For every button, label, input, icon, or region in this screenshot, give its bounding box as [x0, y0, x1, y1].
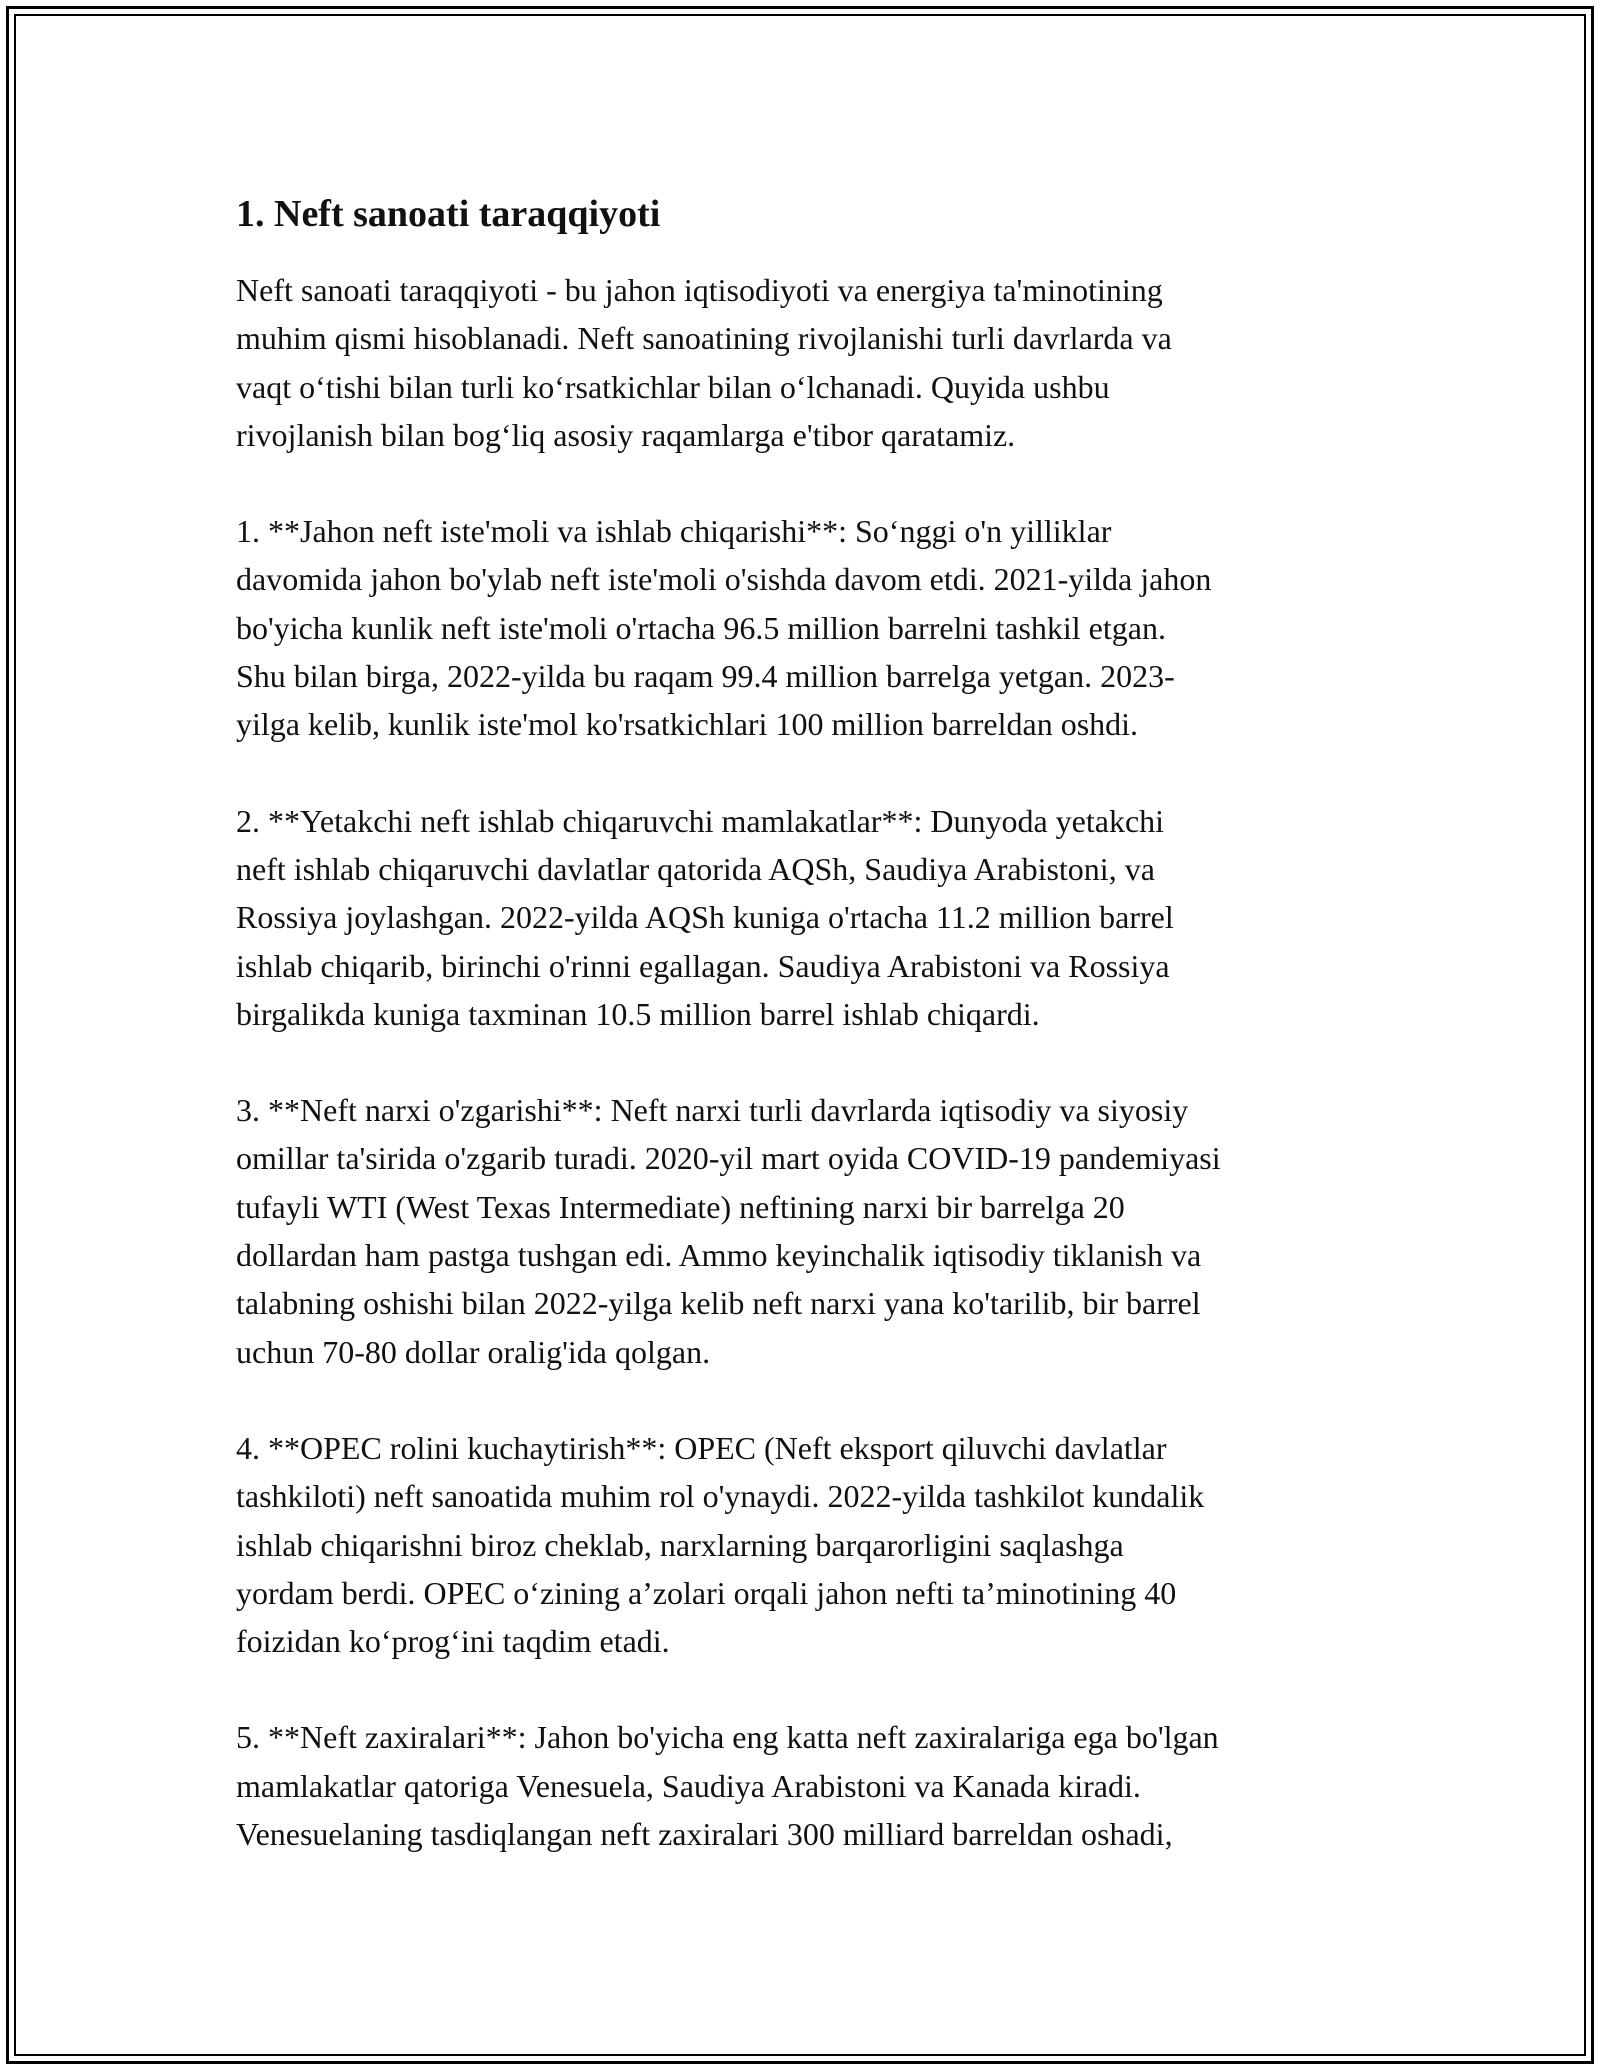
paragraph-intro [236, 266, 1372, 459]
text-line: talabning oshishi bilan 2022-yilga kelib neft narxi yana ko'tarilib, bir barrel [236, 1285, 1201, 1322]
text-line: foizidan ko‘prog‘ini taqdim etadi. [236, 1623, 670, 1660]
text-line: dollardan ham pastga tushgan edi. Ammo keyinchalik iqtisodiy tiklanish va [236, 1237, 1202, 1274]
paragraph-consumption [236, 507, 1372, 748]
text-line: mamlakatlar qatoriga Venesuela, Saudiya Arabistoni va Kanada kiradi. [236, 1767, 1141, 1804]
text-line: 1. **Jahon neft iste'moli va ishlab chiqarishi**: So‘nggi o'n yilliklar [236, 513, 1112, 550]
paragraph-reserves [236, 1713, 1372, 1858]
text-line: 4. **OPEC rolini kuchaytirish**: OPEC (Neft eksport qiluvchi davlatlar [236, 1429, 1167, 1466]
text-line: rivojlanish bilan bog‘liq asosiy raqamlarga e'tibor qaratamiz. [236, 416, 1016, 453]
text-line: neft ishlab chiqaruvchi davlatlar qatorida AQSh, Saudiya Arabistoni, va [236, 850, 1155, 887]
document-body [236, 186, 1372, 1906]
text-line: Venesuelaning tasdiqlangan neft zaxiralari 300 milliard barreldan oshadi, [236, 1816, 1173, 1853]
paragraph-producers [236, 797, 1372, 1038]
text-line: yilga kelib, kunlik iste'mol ko'rsatkichlari 100 million barreldan oshdi. [236, 706, 1139, 743]
document-title: 1. Neft sanoati taraqqiyoti [236, 193, 661, 235]
text-line: davomida jahon bo'ylab neft iste'moli o'sishda davom etdi. 2021-yilda jahon [236, 561, 1212, 598]
text-line: 2. **Yetakchi neft ishlab chiqaruvchi mamlakatlar**: Dunyoda yetakchi [236, 802, 1165, 839]
text-line: 5. **Neft zaxiralari**: Jahon bo'yicha eng katta neft zaxiralariga ega bo'lgan [236, 1719, 1219, 1756]
paragraph-opec [236, 1424, 1372, 1665]
text-line: muhim qismi hisoblanadi. Neft sanoatining rivojlanishi turli davrlarda va [236, 320, 1172, 357]
paragraph-price [236, 1086, 1372, 1376]
text-line: ishlab chiqarib, birinchi o'rinni egallagan. Saudiya Arabistoni va Rossiya [236, 947, 1170, 984]
text-line: bo'yicha kunlik neft iste'moli o'rtacha 96.5 million barrelni tashkil etgan. [236, 609, 1166, 646]
text-line: ishlab chiqarishni biroz cheklab, narxlarning barqarorligini saqlashga [236, 1526, 1124, 1563]
text-line: 3. **Neft narxi o'zgarishi**: Neft narxi turli davrlarda iqtisodiy va siyosiy [236, 1092, 1189, 1129]
text-line: vaqt o‘tishi bilan turli ko‘rsatkichlar bilan o‘lchanadi. Quyida ushbu [236, 368, 1110, 405]
text-line: uchun 70-80 dollar oralig'ida qolgan. [236, 1333, 711, 1370]
text-line: tufayli WTI (West Texas Intermediate) neftining narxi bir barrelga 20 [236, 1188, 1125, 1225]
text-line: birgalikda kuniga taxminan 10.5 million barrel ishlab chiqardi. [236, 995, 1040, 1032]
text-line: omillar ta'sirida o'zgarib turadi. 2020-yil mart oyida COVID-19 pandemiyasi [236, 1140, 1221, 1177]
text-line: Neft sanoati taraqqiyoti - bu jahon iqtisodiyoti va energiya ta'minotining [236, 272, 1163, 308]
text-line: Shu bilan birga, 2022-yilda bu raqam 99.4 million barrelga yetgan. 2023- [236, 658, 1175, 695]
text-line: tashkiloti) neft sanoatida muhim rol o'ynaydi. 2022-yilda tashkilot kundalik [236, 1478, 1205, 1515]
text-line: yordam berdi. OPEC o‘zining a’zolari orqali jahon nefti ta’minotining 40 [236, 1574, 1177, 1611]
text-line: Rossiya joylashgan. 2022-yilda AQSh kuniga o'rtacha 11.2 million barrel [236, 899, 1174, 936]
